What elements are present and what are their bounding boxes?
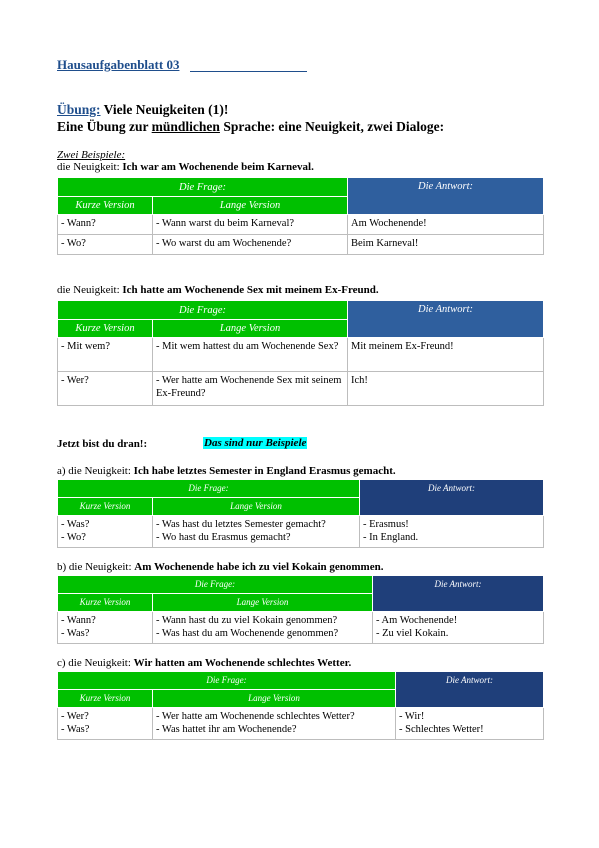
lang-cell: - Was hast du letztes Semester gemacht? - Wo hast du Erasmus gemacht? — [153, 516, 360, 548]
antwort-cell: Beim Karneval! — [348, 235, 544, 255]
examples-label: Zwei Beispiele: — [57, 149, 126, 161]
lang-cell: - Wann hast du zu viel Kokain genommen? - Was hast du am Wochenende genommen? — [153, 612, 373, 644]
title-underline — [190, 71, 307, 72]
exercise-a-news-line — [57, 465, 396, 477]
antwort-header: Die Antwort: — [348, 178, 544, 215]
antwort-cell: - Wir! - Schlechtes Wetter! — [396, 708, 544, 740]
antwort-cell: - Am Wochenende! - Zu viel Kokain. — [373, 612, 544, 644]
table-row — [58, 235, 544, 255]
exercise-heading — [57, 102, 228, 118]
antwort-cell: Mit meinem Ex-Freund! — [348, 338, 544, 372]
example2-news-line — [57, 284, 379, 296]
antwort-cell: Ich! — [348, 372, 544, 406]
kurz-cell: - Wer? — [58, 372, 153, 406]
exercise-title: Viele Neuigkeiten (1)! — [100, 102, 229, 117]
lang-header: Lange Version — [153, 498, 360, 516]
lang-cell: - Wer hatte am Wochenende Sex mit seinem Ex-Freund? — [153, 372, 348, 406]
exercise-a-table — [57, 479, 544, 548]
kurz-cell: - Wann? - Was? — [58, 612, 153, 644]
table-row — [58, 612, 544, 644]
antwort-header: Die Antwort: — [348, 301, 544, 338]
subheading-post: Sprache: eine Neuigkeit, zwei Dialoge: — [219, 119, 445, 134]
exercise-a-prefix: a) die Neuigkeit: — [57, 465, 134, 477]
lang-header: Lange Version — [153, 320, 348, 338]
kurz-header: Kurze Version — [58, 197, 153, 215]
lang-header: Lange Version — [153, 594, 373, 612]
example1-table — [57, 177, 544, 255]
kurz-header: Kurze Version — [58, 320, 153, 338]
subheading-pre: Eine Übung zur — [57, 119, 152, 134]
kurz-cell: - Wo? — [58, 235, 153, 255]
lang-header: Lange Version — [153, 690, 396, 708]
news-prefix: die Neuigkeit: — [57, 284, 123, 296]
antwort-header: Die Antwort: — [360, 480, 544, 516]
news-prefix: die Neuigkeit: — [57, 161, 123, 173]
exercise-label: Übung: — [57, 102, 101, 117]
table-row — [58, 708, 544, 740]
exercise-b-news: Am Wochenende habe ich zu viel Kokain genommen. — [134, 561, 384, 573]
example1-news: Ich war am Wochenende beim Karneval. — [122, 161, 314, 173]
examples-only-note: Das sind nur Beispiele — [204, 437, 307, 449]
exercise-c-news-line — [57, 657, 351, 669]
example2-news: Ich hatte am Wochenende Sex mit meinem Ex-Freund. — [122, 284, 379, 296]
exercise-c-news: Wir hatten am Wochenende schlechtes Wetter. — [133, 657, 352, 669]
exercise-b-news-line — [57, 561, 383, 573]
table-row — [58, 516, 544, 548]
lang-cell: - Wer hatte am Wochenende schlechtes Wetter? - Was hattet ihr am Wochenende? — [153, 708, 396, 740]
frage-header: Die Frage: — [58, 480, 360, 498]
kurz-cell: - Mit wem? — [58, 338, 153, 372]
exercise-a-news: Ich habe letztes Semester in England Erasmus gemacht. — [133, 465, 396, 477]
lang-cell: - Wo warst du am Wochenende? — [153, 235, 348, 255]
your-turn-label: Jetzt bist du dran!: — [57, 438, 148, 450]
exercise-b-prefix: b) die Neuigkeit: — [57, 561, 135, 573]
antwort-header: Die Antwort: — [373, 576, 544, 612]
lang-cell: - Mit wem hattest du am Wochenende Sex? — [153, 338, 348, 372]
exercise-subheading — [57, 119, 444, 135]
frage-header: Die Frage: — [58, 672, 396, 690]
antwort-cell: Am Wochenende! — [348, 215, 544, 235]
lang-cell: - Wann warst du beim Karneval? — [153, 215, 348, 235]
document-title: Hausaufgabenblatt 03 — [57, 57, 180, 72]
example2-table — [57, 300, 544, 406]
exercise-c-table — [57, 671, 544, 740]
kurz-cell: - Wer? - Was? — [58, 708, 153, 740]
antwort-header: Die Antwort: — [396, 672, 544, 708]
subheading-underlined: mündlichen — [151, 119, 220, 134]
kurz-header: Kurze Version — [58, 594, 153, 612]
kurz-header: Kurze Version — [58, 498, 153, 516]
exercise-b-table — [57, 575, 544, 644]
kurz-header: Kurze Version — [58, 690, 153, 708]
antwort-cell: - Erasmus! - In England. — [360, 516, 544, 548]
lang-header: Lange Version — [153, 197, 348, 215]
frage-header: Die Frage: — [58, 576, 373, 594]
example1-news-line — [57, 161, 314, 173]
kurz-cell: - Wann? — [58, 215, 153, 235]
frage-header: Die Frage: — [58, 178, 348, 197]
exercise-c-prefix: c) die Neuigkeit: — [57, 657, 134, 669]
table-row — [58, 372, 544, 406]
kurz-cell: - Was? - Wo? — [58, 516, 153, 548]
frage-header: Die Frage: — [58, 301, 348, 320]
table-row — [58, 338, 544, 372]
table-row — [58, 215, 544, 235]
